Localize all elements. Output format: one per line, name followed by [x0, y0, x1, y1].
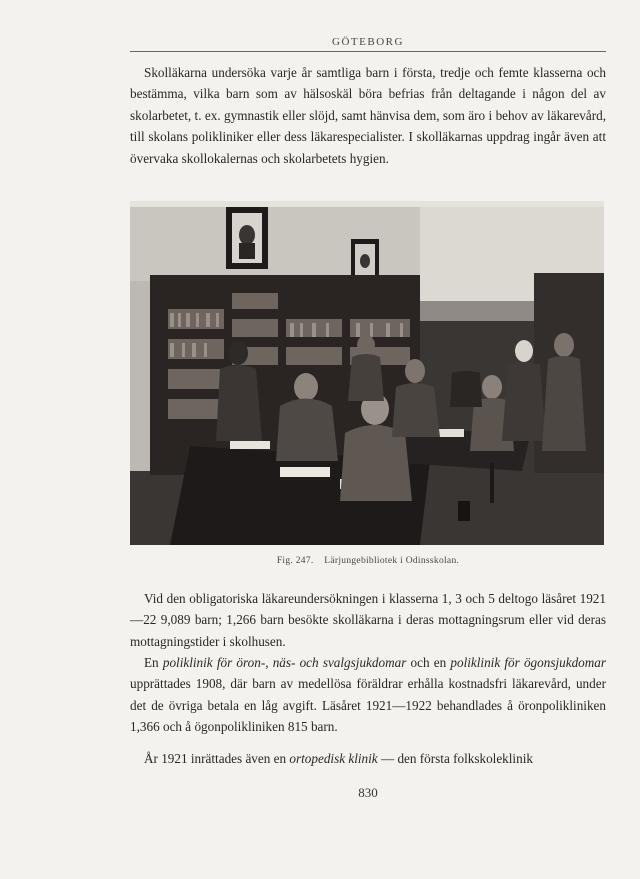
- figure-number: Fig. 247.: [276, 556, 314, 566]
- page-number: 830: [358, 785, 378, 800]
- header-rule: [130, 51, 606, 52]
- p3-text-1: En: [144, 655, 163, 670]
- p4-text-1: År 1921 inrättades även en: [144, 751, 290, 766]
- p3-text-2: och en: [406, 655, 451, 670]
- paragraph-polyclinics: [130, 652, 606, 738]
- p3-eye-clinic: poliklinik för ögonsjukdomar: [450, 655, 607, 670]
- running-header: GÖTEBORG: [332, 36, 404, 48]
- p3-ent-clinic: poliklinik för öron-, näs- och svalgsjukdomar: [162, 655, 407, 670]
- figure-caption: [130, 556, 606, 566]
- library-photograph: [130, 201, 604, 545]
- paragraph-orthopedic-clinic: [130, 748, 606, 769]
- p3-text-3: upprättades 1908, där barn av medellösa föräldrar erhålla kostnadsfri läkarevård, under det de övriga betala en låg avgift. Läsåret 1921—1922 behandlades å öronpolikliniken 1,366 och å ögonpolikliniken 815 barn.: [130, 676, 606, 735]
- paragraph-medical-exam: Vid den obligatoriska läkareundersökningen i klasserna 1, 3 och 5 deltogo läsåret 1921—22 9,089 barn; 1,266 barn besökte skolläkarna i deras mottagningsrum eller vid deras mottagningstider i skolhusen.: [130, 591, 606, 649]
- p4-orthopedic: ortopedisk klinik: [289, 751, 378, 766]
- paragraph-school-doctors: Skolläkarna undersöka varje år samtliga barn i första, tredje och femte klasserna och bestämma, vilka barn som av hälsoskäl böra befrias från deltagande i någon del av skolarbetet, t. ex. gymnastik eller slöjd, samt hänvisa dem, som äro i behov av läkarevård, till skolans polikliniker eller dess läkarespecialister. I skolläkarnas uppdrag ingår även att övervaka skollokalernas och skolarbetets hygien.: [130, 65, 606, 166]
- figure-caption-text: Lärjungebibliotek i Odinsskolan.: [324, 556, 460, 566]
- p4-text-2: — den första folkskoleklinik: [377, 751, 533, 766]
